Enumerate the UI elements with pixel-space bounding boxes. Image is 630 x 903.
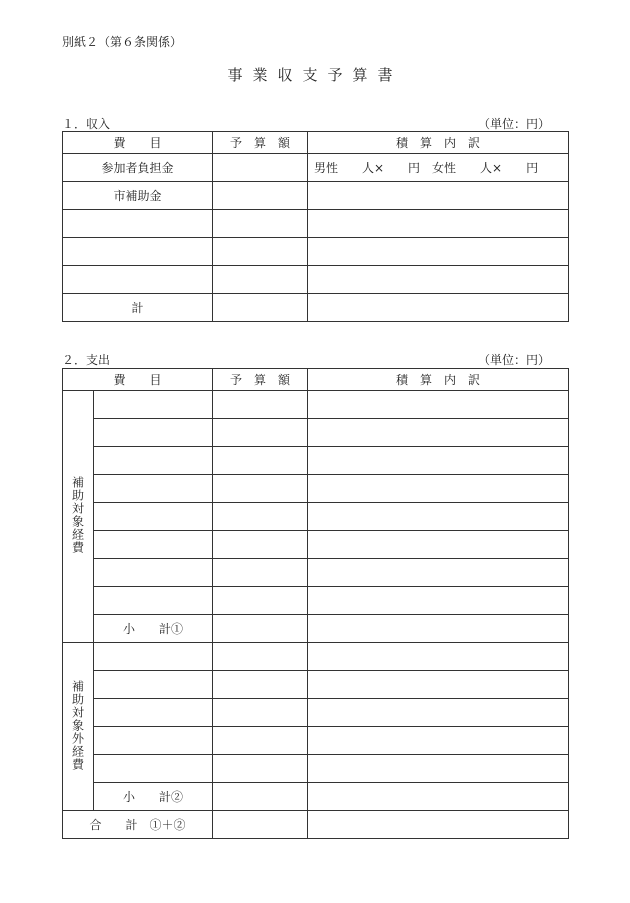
- item-cell[interactable]: [63, 238, 213, 266]
- budget-cell[interactable]: [213, 643, 308, 671]
- subtotal-label-2: 小 計②: [94, 783, 213, 811]
- income-table: [62, 131, 569, 322]
- header-item: 費 目: [63, 369, 213, 391]
- table-row: [63, 559, 569, 587]
- table-row: [63, 447, 569, 475]
- budget-cell[interactable]: [213, 503, 308, 531]
- item-cell[interactable]: [94, 727, 213, 755]
- table-row: [63, 587, 569, 615]
- subtotal-budget-cell[interactable]: [213, 615, 308, 643]
- breakdown-cell[interactable]: [308, 238, 569, 266]
- budget-cell[interactable]: [213, 447, 308, 475]
- subtotal-breakdown-cell[interactable]: [308, 615, 569, 643]
- item-cell[interactable]: [63, 210, 213, 238]
- subtotal-row-2: [63, 783, 569, 811]
- breakdown-cell[interactable]: [308, 755, 569, 783]
- item-cell[interactable]: [94, 755, 213, 783]
- item-cell[interactable]: [94, 419, 213, 447]
- income-total-row: [63, 294, 569, 322]
- item-cell[interactable]: [94, 587, 213, 615]
- group-label-subsidized: 補助対象経費: [63, 391, 94, 643]
- header-breakdown: 積 算 内 訳: [308, 132, 569, 154]
- budget-cell[interactable]: [213, 587, 308, 615]
- total-breakdown-cell[interactable]: [308, 294, 569, 322]
- item-cell[interactable]: [94, 559, 213, 587]
- item-cell[interactable]: [94, 475, 213, 503]
- item-cell[interactable]: [94, 447, 213, 475]
- budget-cell[interactable]: [213, 671, 308, 699]
- subtotal-label-1: 小 計①: [94, 615, 213, 643]
- budget-cell[interactable]: [213, 475, 308, 503]
- table-row: [63, 671, 569, 699]
- breakdown-cell[interactable]: [308, 727, 569, 755]
- budget-cell[interactable]: [213, 182, 308, 210]
- item-cell[interactable]: [94, 643, 213, 671]
- header-breakdown: 積 算 内 訳: [308, 369, 569, 391]
- expense-table: [62, 368, 569, 839]
- total-label: 計: [63, 294, 213, 322]
- subtotal-row-1: [63, 615, 569, 643]
- grand-total-label: 合 計 ①＋②: [63, 811, 213, 839]
- item-cell[interactable]: 参加者負担金: [63, 154, 213, 182]
- budget-cell[interactable]: [213, 391, 308, 419]
- breakdown-cell[interactable]: [308, 447, 569, 475]
- item-cell[interactable]: 市補助金: [63, 182, 213, 210]
- table-row: [63, 210, 569, 238]
- budget-cell[interactable]: [213, 755, 308, 783]
- item-cell[interactable]: [94, 699, 213, 727]
- budget-cell[interactable]: [213, 727, 308, 755]
- item-cell[interactable]: [94, 503, 213, 531]
- breakdown-cell[interactable]: [308, 671, 569, 699]
- breakdown-cell[interactable]: [308, 531, 569, 559]
- table-row: [63, 154, 569, 182]
- breakdown-cell[interactable]: [308, 643, 569, 671]
- expense-header-row: [63, 369, 569, 391]
- table-row: [63, 503, 569, 531]
- expense-unit-label: （単位：円）: [477, 353, 550, 367]
- breakdown-cell[interactable]: [308, 475, 569, 503]
- reference-label: 別紙２（第６条関係）: [62, 35, 183, 49]
- item-cell[interactable]: [94, 671, 213, 699]
- table-row: [63, 699, 569, 727]
- breakdown-cell[interactable]: [308, 559, 569, 587]
- income-header-row: [63, 132, 569, 154]
- grand-total-budget-cell[interactable]: [213, 811, 308, 839]
- subtotal-breakdown-cell[interactable]: [308, 783, 569, 811]
- table-row: [63, 475, 569, 503]
- table-row: [63, 643, 569, 671]
- table-row: [63, 531, 569, 559]
- table-row: [63, 755, 569, 783]
- table-row: [63, 182, 569, 210]
- income-unit-label: （単位：円）: [477, 117, 550, 131]
- header-budget: 予 算 額: [213, 132, 308, 154]
- income-section-label: １．収入: [62, 117, 111, 131]
- page-title: 事業収支予算書: [227, 66, 403, 84]
- breakdown-cell[interactable]: [308, 587, 569, 615]
- total-budget-cell[interactable]: [213, 294, 308, 322]
- budget-cell[interactable]: [213, 266, 308, 294]
- breakdown-cell[interactable]: [308, 391, 569, 419]
- budget-cell[interactable]: [213, 210, 308, 238]
- header-item: 費 目: [63, 132, 213, 154]
- breakdown-cell[interactable]: [308, 210, 569, 238]
- header-budget: 予 算 額: [213, 369, 308, 391]
- budget-cell[interactable]: [213, 419, 308, 447]
- breakdown-cell[interactable]: 男性 人× 円 女性 人× 円: [308, 154, 569, 182]
- breakdown-cell[interactable]: [308, 699, 569, 727]
- table-row: [63, 391, 569, 419]
- item-cell[interactable]: [94, 391, 213, 419]
- breakdown-cell[interactable]: [308, 266, 569, 294]
- grand-total-row: [63, 811, 569, 839]
- breakdown-cell[interactable]: [308, 419, 569, 447]
- budget-cell[interactable]: [213, 531, 308, 559]
- table-row: [63, 419, 569, 447]
- grand-total-breakdown-cell[interactable]: [308, 811, 569, 839]
- table-row: [63, 266, 569, 294]
- table-row: [63, 238, 569, 266]
- table-row: [63, 727, 569, 755]
- subtotal-budget-cell[interactable]: [213, 783, 308, 811]
- budget-cell[interactable]: [213, 699, 308, 727]
- breakdown-cell[interactable]: [308, 503, 569, 531]
- group-label-non-subsidized: 補助対象外経費: [63, 643, 94, 811]
- item-cell[interactable]: [94, 531, 213, 559]
- breakdown-cell[interactable]: [308, 182, 569, 210]
- item-cell[interactable]: [63, 266, 213, 294]
- budget-cell[interactable]: [213, 154, 308, 182]
- budget-cell[interactable]: [213, 238, 308, 266]
- expense-section-label: ２．支出: [62, 353, 111, 367]
- budget-cell[interactable]: [213, 559, 308, 587]
